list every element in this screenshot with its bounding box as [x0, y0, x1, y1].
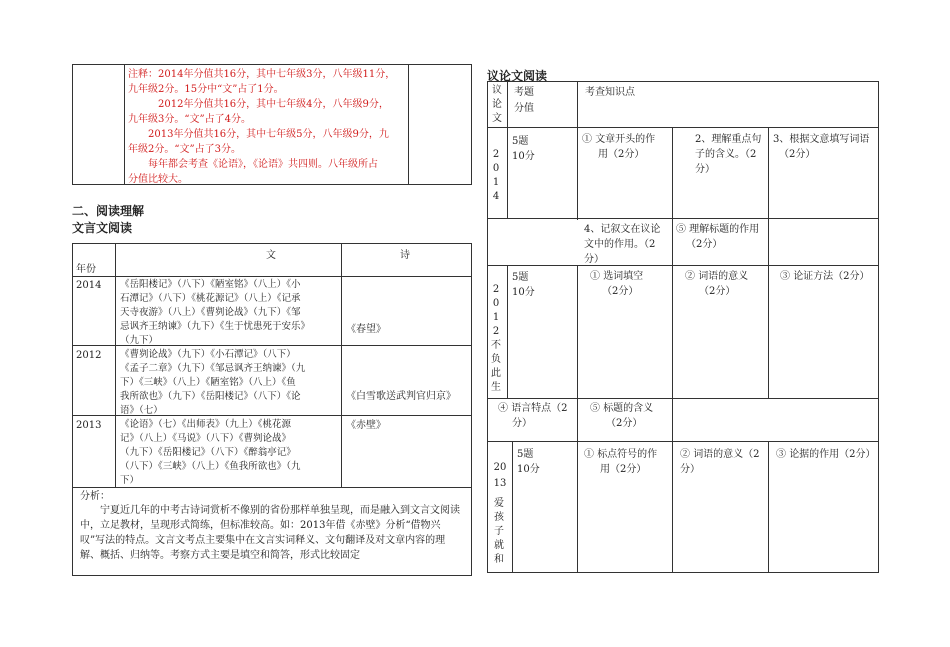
- y2014-p2: [695, 132, 767, 177]
- p-line: 词语的意义（2分）: [680, 449, 760, 475]
- wen-line: （九下）《岳阳楼记》（八下）《醉翁亭记》: [120, 447, 296, 458]
- row-year: 2013: [76, 420, 102, 431]
- y2012-p2: [685, 269, 767, 299]
- row-wen: [120, 418, 340, 488]
- wen-line: （九下）: [120, 335, 159, 346]
- year-2013-title: 爱孩子就和: [494, 498, 504, 565]
- year-2013-label: 2013: [493, 462, 507, 489]
- p-line: （2分）: [686, 239, 723, 250]
- row-shi: 《春望》: [346, 324, 386, 335]
- row-year: 2014: [76, 280, 102, 291]
- circle-1-icon: ①: [590, 271, 600, 282]
- head-points: 考查知识点: [585, 87, 635, 98]
- y2013-p2: [680, 447, 768, 477]
- y2013-p1: [584, 447, 672, 477]
- p-line: 子的含义。（2: [695, 149, 757, 160]
- arg-col-line: [577, 441, 578, 573]
- wen-line: 记》（八上）《马说》（八下）《曹刿论战》: [120, 433, 292, 444]
- arg-col-line: [577, 398, 578, 441]
- y2014-p4: [584, 222, 672, 267]
- analysis-label: 分析：: [80, 491, 110, 502]
- wen-line: 《论语》（七）《出师表》（九上）《桃花源: [120, 419, 292, 430]
- wen-line: 《曹刿论战》（九下）《小石潭记》（八下）: [120, 349, 296, 360]
- wen-line: 《岳阳楼记》（八下）《陋室铭》（八上）《小: [120, 279, 301, 290]
- p-line: 语言特点（2: [511, 403, 568, 414]
- year-2012-label: 2012不负此生: [491, 284, 501, 393]
- arg-col-line: [672, 218, 673, 265]
- p-line: 分）: [584, 254, 604, 265]
- p-line: ⑤ 理解标题的作用: [676, 224, 760, 235]
- analysis-text: [80, 503, 468, 563]
- note-line: 2013年分值共16分，其中七年级5分，八年级9分，九: [148, 129, 389, 140]
- notes-col-divider-right: [408, 64, 409, 185]
- y2014-p5: [676, 222, 768, 252]
- note-line: 每年都会考查《论语》，《论语》共四则。八年级所占: [148, 159, 378, 170]
- wen-line: 我所欲也》（九下）《岳阳楼记》（八下）《论: [120, 391, 301, 402]
- y2012-p5: [590, 401, 672, 431]
- arg-col-line: [768, 218, 769, 265]
- arg-col-line: [768, 441, 769, 573]
- p-line: 分）: [695, 164, 715, 175]
- y2012-p1: [590, 269, 672, 299]
- classical-row-line: [72, 276, 472, 277]
- analysis-line: 宁夏近几年的中考古诗词赏析不像别的省份那样单独呈现，而是融入到文言文阅读: [100, 505, 460, 516]
- arg-col-line: [577, 218, 578, 220]
- p-line: 2、理解重点句: [695, 134, 762, 145]
- notes-text: [128, 67, 408, 187]
- row-shi: 《赤壁》: [346, 420, 386, 431]
- wen-line: 语》（七）: [120, 405, 163, 416]
- circle-3-icon: ③: [776, 449, 786, 460]
- y2013-q1: 5题: [517, 449, 534, 460]
- row-shi: 《白雪歌送武判官归京》: [346, 391, 456, 402]
- analysis-line: 叹”写法的特点。文言文考点主要集中在文言实词释义、文句翻译及对文章内容的理: [80, 535, 446, 546]
- analysis-line: 解、概括、归纳等。考察方式主要是填空和简答，形式比较固定: [80, 550, 360, 561]
- note-line: 注释：2014年分值共16分，其中七年级3分，八年级11分，: [128, 69, 396, 80]
- arg-col-line: [672, 441, 673, 573]
- arg-row-line: [487, 218, 879, 219]
- p-line: 3、根据文意填写词语: [773, 134, 870, 145]
- y2013-p3: [776, 447, 878, 462]
- p-line: 用（2分）: [598, 149, 645, 160]
- y2012-q1: 5题: [512, 272, 529, 283]
- wen-line: 下）: [120, 475, 140, 486]
- p-line: 分）: [512, 418, 532, 429]
- note-line: 九年级3分。“文”占了4分。: [128, 114, 251, 125]
- y2012-p4: [498, 401, 576, 431]
- col-header-year: 年份: [76, 264, 96, 275]
- arg-row-line: [487, 398, 879, 399]
- p-line: 论证方法（2分）: [793, 271, 870, 282]
- year-2014-label: 2014: [492, 149, 500, 202]
- y2013-q2: 10分: [517, 464, 540, 475]
- head-left: 议论文: [492, 85, 502, 124]
- wen-line: 石潭记》（八下）《桃花源记》（八上）《记承: [120, 293, 301, 304]
- row-year: 2012: [76, 350, 102, 361]
- arg-col-line: [768, 265, 769, 398]
- arg-col-line: [672, 265, 673, 398]
- head-score-1: 考题: [514, 87, 534, 98]
- col-header-shi: 诗: [400, 250, 410, 261]
- note-line: 2012年分值共16分，其中七年级4分，八年级9分，: [158, 99, 389, 110]
- classical-wen-shi-divider: [341, 243, 342, 487]
- circle-1-icon: ①: [584, 449, 594, 460]
- circle-2-icon: ②: [685, 271, 695, 282]
- arg-col-line: [672, 127, 673, 218]
- wen-line: 忌讽齐王纳谏》（九下）《生于忧患死于安乐》: [120, 321, 311, 332]
- p-line: 词语的意义: [698, 271, 749, 282]
- circle-2-icon: ②: [680, 449, 690, 460]
- arg-col-line: [577, 81, 578, 218]
- p-line: 文中的作用。（2: [584, 239, 656, 250]
- arg-col-line: [577, 265, 578, 398]
- p-line: 文章开头的作: [595, 134, 656, 145]
- circle-5-icon: ⑤: [590, 403, 600, 414]
- notes-col-divider-left: [124, 64, 125, 185]
- wen-line: 《孟子二章》（九下）《邹忌讽齐王纳谏》（九: [120, 363, 306, 374]
- arg-row-line: [487, 441, 879, 442]
- p-line: （2分）: [602, 286, 639, 297]
- head-score-2: 分值: [514, 103, 534, 114]
- p-line: 用（2分）: [600, 464, 647, 475]
- arg-row-line: [487, 127, 879, 128]
- circle-3-icon: ③: [780, 271, 790, 282]
- y2014-p3: [773, 132, 877, 162]
- p-line: 选词填空: [603, 271, 644, 282]
- analysis-line: 中，立足教材，呈现形式简练，但标准较高。如：2013年借《赤壁》分析“借物兴: [80, 520, 441, 531]
- arg-col-line: [507, 265, 508, 398]
- arg-col-line: [512, 441, 513, 573]
- p-line: （2分）: [606, 418, 643, 429]
- arg-col-line: [768, 127, 769, 218]
- y2012-q2: 10分: [512, 287, 535, 298]
- p-line: 论据的作用（2分）: [789, 449, 876, 460]
- col-header-wen: 文: [266, 250, 276, 261]
- y2012-p3: [780, 269, 878, 284]
- p-line: 标点符号的作: [597, 449, 658, 460]
- p-line: （2分）: [779, 149, 816, 160]
- argument-title: 议论文阅读: [487, 69, 548, 83]
- y2014-p1: [582, 132, 670, 162]
- row-wen: [120, 278, 340, 348]
- note-line: 年级2分。“文”占了3分。: [128, 144, 241, 155]
- note-line: 分值比较大。: [128, 174, 188, 185]
- wen-line: （八下）《三峡》（八上）《鱼我所欲也》（九: [120, 461, 301, 472]
- arg-col-line: [672, 398, 673, 441]
- p-line: 4、记叙文在议论: [584, 224, 661, 235]
- classical-year-divider: [115, 243, 116, 487]
- arg-col-line: [507, 81, 508, 218]
- y2014-q2: 10分: [512, 151, 535, 162]
- p-line: 标题的含义: [603, 403, 654, 414]
- y2014-q1: 5题: [512, 136, 529, 147]
- note-line: 九年级2分。15分中“文”占了1分。: [128, 84, 284, 95]
- section-subtitle: 文言文阅读: [72, 221, 133, 235]
- row-wen: [120, 348, 340, 418]
- wen-line: 下）《三峡》（八上）《陋室铭》（八上）《鱼: [120, 377, 296, 388]
- section-title: 二、阅读理解: [72, 204, 145, 218]
- wen-line: 天寺夜游》（八上）《曹刿论战》（九下）《邹: [120, 307, 301, 318]
- arg-row-line: [487, 265, 879, 266]
- circle-1-icon: ①: [582, 134, 592, 145]
- p-line: （2分）: [699, 286, 736, 297]
- circle-4-icon: ④: [498, 403, 508, 414]
